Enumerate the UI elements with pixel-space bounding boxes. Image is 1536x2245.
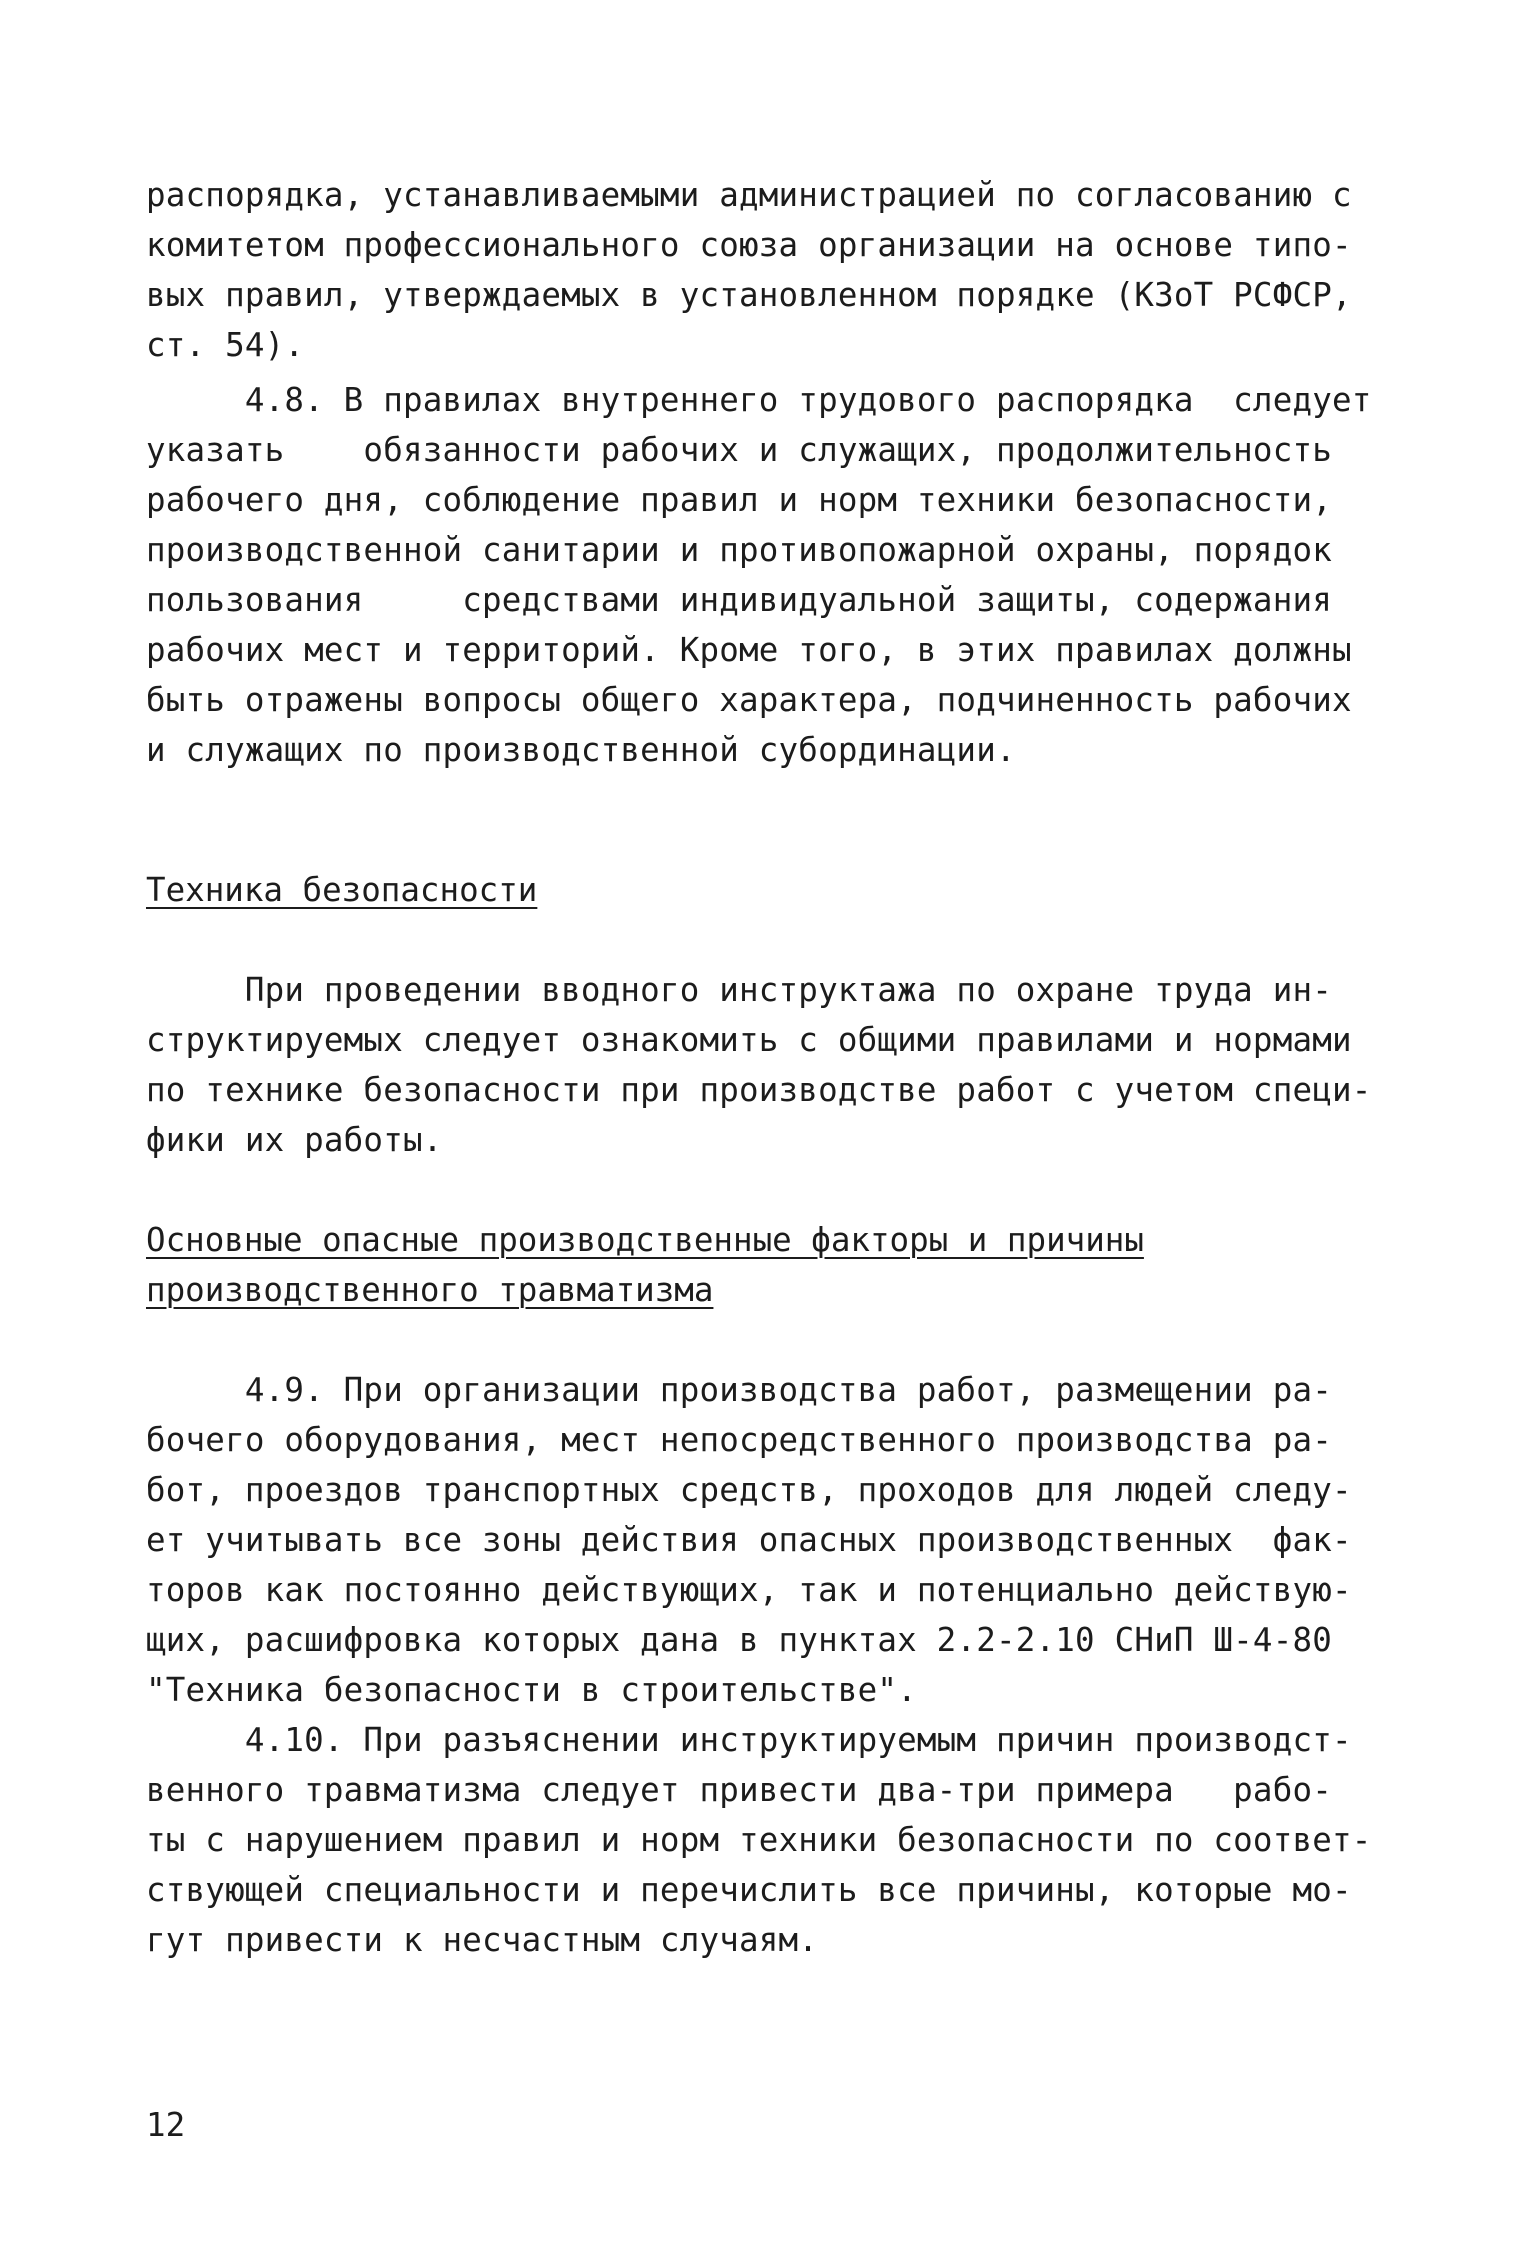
text-line: по технике безопасности при производстве работ с учетом специ- [146,1071,1372,1109]
section-heading: производственного травматизма [146,1271,714,1309]
paragraph-4-10 [146,1715,1396,1965]
text-line: щих, расшифровка которых дана в пунктах 2.2-2.10 СНиП Ш-4-80 [146,1621,1332,1659]
text-line: комитетом профессионального союза организации на основе типо- [146,226,1352,264]
section-heading: Техника безопасности [146,871,538,909]
text-line: 4.8. В правилах внутреннего трудового распорядка следует [146,381,1372,419]
text-line: При проведении вводного инструктажа по охране труда ин- [146,971,1332,1009]
paragraph-4-8 [146,375,1396,775]
text-line: и служащих по производственной субординации. [146,731,1016,769]
text-line: 4.9. При организации производства работ, размещении ра- [146,1371,1332,1409]
text-line: структируемых следует ознакомить с общими правилами и нормами [146,1021,1352,1059]
text-line: ты с нарушением правил и норм техники безопасности по соответ- [146,1821,1372,1859]
page-number: 12 [146,2106,186,2144]
text-line: торов как постоянно действующих, так и потенциально действую- [146,1571,1352,1609]
paragraph-4-9 [146,1365,1396,1715]
text-line: "Техника безопасности в строительстве". [146,1671,917,1709]
text-line: ствующей специальности и перечислить все причины, которые мо- [146,1871,1352,1909]
text-line: распорядка, устанавливаемыми администрацией по согласованию с [146,176,1352,214]
paragraph-safety [146,965,1396,1165]
text-line: быть отражены вопросы общего характера, подчиненность рабочих [146,681,1352,719]
text-line: венного травматизма следует привести два-три примера рабо- [146,1771,1332,1809]
text-line: гут привести к несчастным случаям. [146,1921,819,1959]
text-line: фики их работы. [146,1121,443,1159]
text-line: рабочего дня, соблюдение правил и норм техники безопасности, [146,481,1332,519]
heading-safety [146,865,1396,915]
text-line: пользования средствами индивидуальной защиты, содержания [146,581,1332,619]
section-heading: Основные опасные производственные факторы и причины [146,1221,1144,1259]
heading-factors [146,1215,1396,1315]
text-line: рабочих мест и территорий. Кроме того, в этих правилах должны [146,631,1352,669]
text-line: указать обязанности рабочих и служащих, продолжительность [146,431,1332,469]
text-line: ст. 54). [146,326,305,364]
text-line: бочего оборудования, мест непосредственного производства ра- [146,1421,1332,1459]
text-line: ет учитывать все зоны действия опасных производственных фак- [146,1521,1352,1559]
text-line: 4.10. При разъяснении инструктируемым причин производст- [146,1721,1352,1759]
text-line: бот, проездов транспортных средств, проходов для людей следу- [146,1471,1352,1509]
paragraph-intro [146,170,1396,370]
text-line: вых правил, утверждаемых в установленном порядке (КЗоТ РСФСР, [146,276,1352,314]
text-line: производственной санитарии и противопожарной охраны, порядок [146,531,1332,569]
